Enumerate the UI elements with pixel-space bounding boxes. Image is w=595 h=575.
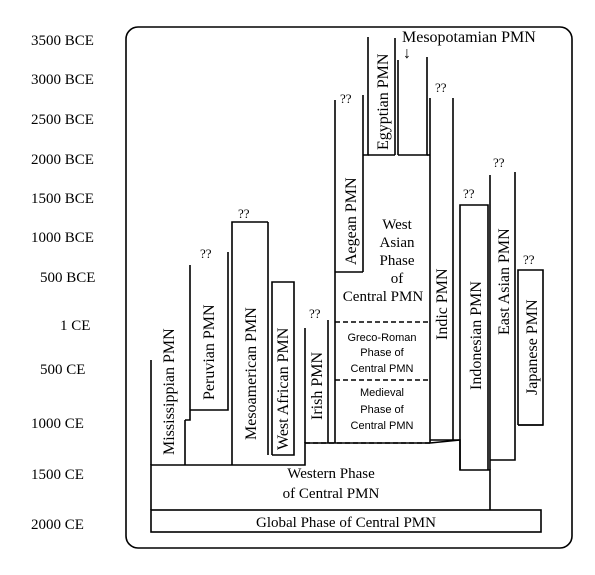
east-asian-unknown: ?? [493,155,505,170]
aegean-unknown: ?? [340,91,352,106]
medieval-phase-line2: Phase of [360,404,404,416]
axis-label-3500bce: 3500 BCE [31,33,94,49]
axis-label-1500ce: 1500 CE [31,467,84,483]
mesopotamian-arrow-icon: ↓ [403,45,411,62]
west-asian-phase-line3: Phase [379,253,415,269]
peruvian-line [185,265,190,420]
axis-label-3000bce: 3000 BCE [31,72,94,88]
axis-label-1000bce: 1000 BCE [31,230,94,246]
peruvian-unknown: ?? [200,246,212,261]
japanese-unknown: ?? [523,252,535,267]
indic-label: Indic PMN [434,268,451,340]
axis-label-2500bce: 2500 BCE [31,112,94,128]
west-african-label: West African PMN [275,327,292,450]
axis-label-1500bce: 1500 BCE [31,191,94,207]
time-axis [31,33,95,533]
medieval-phase-line3: Central PMN [350,420,414,432]
axis-label-2000ce: 2000 CE [31,517,84,533]
irish-label: Irish PMN [309,351,326,420]
axis-label-2000bce: 2000 BCE [31,152,94,168]
mesoamerican-unknown: ?? [238,206,250,221]
aegean-label: Aegean PMN [343,177,360,265]
east-asian-label: East Asian PMN [496,228,513,335]
mississippian-label: Mississippian PMN [161,328,178,455]
west-asian-phase-line4: of [390,271,404,287]
greco-roman-phase-line3: Central PMN [350,363,414,375]
indic-unknown: ?? [435,80,447,95]
mesopotamian-right [398,57,427,155]
indonesian-label: Indonesian PMN [468,281,485,390]
west-asian-phase-line2: Asian [379,235,415,251]
peruvian-label: Peruvian PMN [201,304,218,400]
western-phase-line1: Western Phase [287,466,375,482]
axis-label-1ce: 1 CE [60,318,91,334]
mesopotamian-label: Mesopotamian PMN [402,29,536,46]
irish-unknown: ?? [309,306,321,321]
west-asian-phase-line1: West [382,217,412,233]
japanese-label: Japanese PMN [524,299,541,395]
global-phase-label: Global Phase of Central PMN [256,515,436,531]
western-phase-line2: of Central PMN [282,486,380,502]
egyptian-label: Egyptian PMN [375,53,392,150]
civilization-labels [161,53,541,455]
axis-label-500bce: 500 BCE [40,270,96,286]
medieval-phase-line1: Medieval [359,387,405,399]
mesoamerican-label: Mesoamerican PMN [243,307,260,440]
indonesian-unknown: ?? [463,186,475,201]
greco-roman-phase-line1: Greco-Roman [347,332,417,344]
greco-roman-phase-line2: Phase of [360,347,404,359]
axis-label-500ce: 500 CE [40,362,86,378]
axis-label-1000ce: 1000 CE [31,416,84,432]
west-asian-phase-line5: Central PMN [342,289,424,305]
